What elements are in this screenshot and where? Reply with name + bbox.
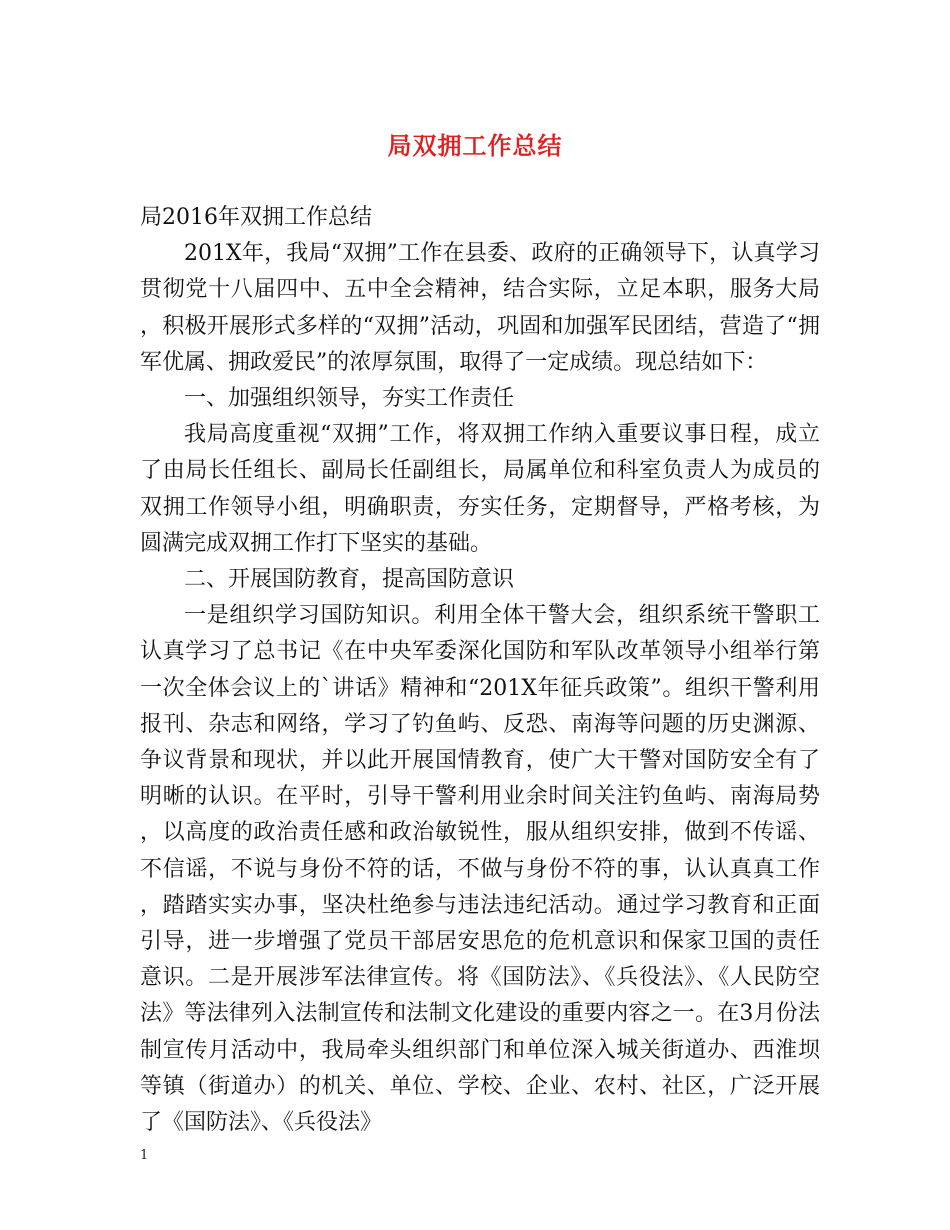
section-heading-1: 一、加强组织领导，夯实工作责任: [184, 386, 515, 412]
paragraph-section-2: 一是组织学习国防知识。利用全体干警大会，组织系统干警职工认真学习了总书记《在中央军委深化国防和军队改革领导小组举行第一次全体会议上的`讲话》精神和“201X年征兵政策”。组织干警利用报刊、杂志和网络，学习了钓鱼屿、反恐、南海等问题的历史渊源、争议背景和现状，并以此开展国情教育，使广大干警对国防安全有了明晰的认识。在平时，引导干警利用业余时间关注钓鱼屿、南海局势，以高度的政治责任感和政治敏锐性，服从组织安排，做到不传谣、不信谣，不说与身份不符的话，不做与身份不符的事，认认真真工作，踏踏实实办事，坚决杜绝参与违法违纪活动。通过学习教育和正面引导，进一步增强了党员干部居安思危的危机意识和保家卫国的责任意识。二是开展涉军法律宣传。将《国防法》、《兵役法》、《人民防空法》等法律列入法制宣传和法制文化建设的重要内容之一。在3月份法制宣传月活动中，我局牵头组织部门和单位深入城关街道办、西淮坝等镇（街道办）的机关、单位、学校、企业、农村、社区，广泛开展了《国防法》、《兵役法》: [140, 603, 820, 1136]
paragraph-intro: 201X年，我局“双拥”工作在县委、政府的正确领导下，认真学习贯彻党十八届四中、五中全会精神，结合实际，立足本职，服务大局，积极开展形式多样的“双拥”活动，巩固和加强军民团结，营造了“拥军优属、拥政爱民”的浓厚氛围，取得了一定成绩。现总结如下：: [140, 241, 820, 375]
subtitle-line: 局2016年双拥工作总结: [140, 205, 372, 230]
page-number: 1: [140, 1148, 149, 1163]
paragraph-section-1: 我局高度重视“双拥”工作，将双拥工作纳入重要议事日程，成立了由局长任组长、副局长任副组长，局属单位和科室负责人为成员的双拥工作领导小组，明确职责，夯实任务，定期督导，严格考核，为圆满完成双拥工作打下坚实的基础。: [140, 422, 820, 556]
document-body: [140, 200, 820, 1141]
section-heading-2: 二、开展国防教育，提高国防意识: [184, 567, 515, 593]
document-title: 局双拥工作总结: [387, 132, 563, 160]
